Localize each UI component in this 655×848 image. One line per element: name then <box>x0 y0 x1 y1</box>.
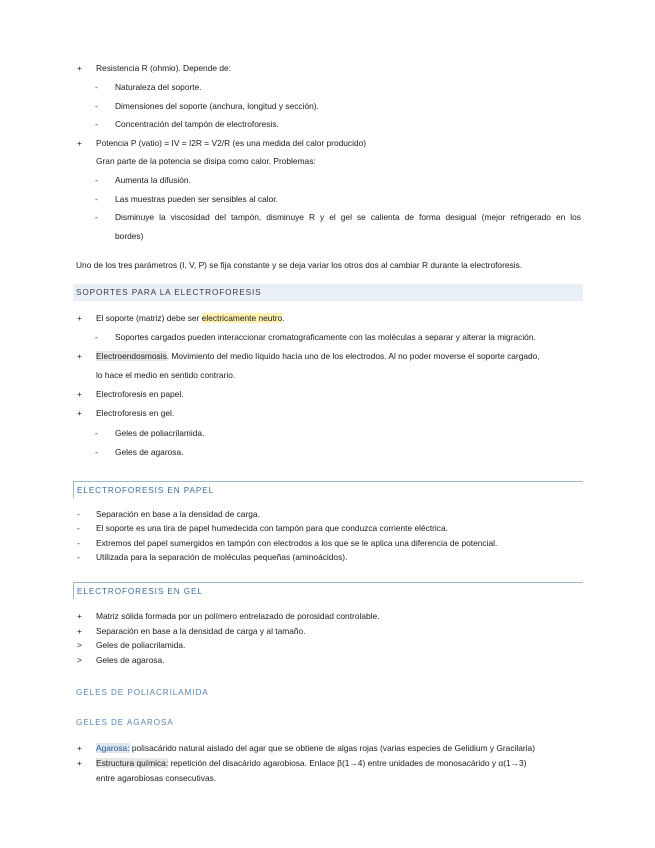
resistencia-item-3: Concentración del tampón de electroforesis. <box>115 119 279 129</box>
bullet-dash: - <box>95 428 98 438</box>
term-electroendosmosis: Electroendosmosis <box>96 351 167 361</box>
agarosa-item-1 <box>96 743 535 754</box>
bullet-dash: - <box>77 552 80 562</box>
bullet-dash: - <box>95 101 98 111</box>
bullet-dash: - <box>77 523 80 533</box>
potencia-text: Potencia P (vatio) = IV = I2R = V2/R (es una medida del calor producido) <box>96 138 367 148</box>
soportes-item-2 <box>96 351 540 362</box>
bullet-dash: - <box>77 509 80 519</box>
bullet-plus: + <box>77 743 82 753</box>
bullet-plus: + <box>77 408 82 418</box>
gel-arrow-item-2: Geles de agarosa. <box>96 655 165 665</box>
gel-arrow-item-1: Geles de poliacrilamida. <box>96 640 186 650</box>
agarosa-item-2 <box>96 758 527 769</box>
section-heading-gel: ELECTROFORESIS EN GEL <box>73 582 583 599</box>
section-heading-agarosa: GELES DE AGAROSA <box>76 718 174 727</box>
papel-item-1: Separación en base a la densidad de carga. <box>96 509 260 519</box>
bullet-dash: - <box>95 447 98 457</box>
gel-item-1: Matriz sólida formada por un polímero entrelazado de porosidad controlable. <box>96 611 380 621</box>
agarosa-item-2-rest: repetición del disacárido agarobiosa. Enlace β(1→4) entre unidades de monosacárido y α(1→3) <box>168 758 527 768</box>
bullet-dash: - <box>95 82 98 92</box>
bullet-arrow: > <box>77 640 82 650</box>
resistencia-text: Resistencia R (ohmio). Depende de: <box>96 63 231 73</box>
papel-item-4: Utilizada para la separación de moléculas pequeñas (aminoácidos). <box>96 552 348 562</box>
soportes-item-4: Electroforesis en gel. <box>96 408 175 418</box>
bullet-dash: - <box>77 538 80 548</box>
resistencia-item-2: Dimensiones del soporte (anchura, longitud y sección). <box>115 101 319 111</box>
bullet-plus: + <box>77 389 82 399</box>
potencia-subtext: Gran parte de la potencia se disipa como calor. Problemas: <box>96 156 316 166</box>
bullet-dash: - <box>95 175 98 185</box>
soportes-item-1-prefix: El soporte (matriz) debe ser <box>96 313 202 323</box>
bullet-plus: + <box>77 351 82 361</box>
bullet-plus: + <box>77 63 82 73</box>
section-heading-soportes: SOPORTES PARA LA ELECTROFORESIS <box>73 284 583 301</box>
bullet-plus: + <box>77 758 82 768</box>
term-estructura-quimica: Estructura química: <box>96 758 169 768</box>
agarosa-item-1-rest: polisacárido natural aislado del agar que se obtiene de algas rojas (varias especies de Gelidium y Gracilaria) <box>129 743 536 753</box>
bullet-plus: + <box>77 313 82 323</box>
bullet-dash: - <box>95 332 98 342</box>
soportes-item-3: Electroforesis en papel. <box>96 389 184 399</box>
bullet-dash: - <box>95 212 98 222</box>
term-agarosa: Agarosa: <box>96 743 130 753</box>
potencia-item-1: Aumenta la difusión. <box>115 175 191 185</box>
soportes-item-1-sub: Soportes cargados pueden interaccionar cromatograficamente con las moléculas a separar y alterar la migración. <box>115 332 536 342</box>
potencia-item-2: Las muestras pueden ser sensibles al calor. <box>115 194 278 204</box>
gel-item-agarosa: Geles de agarosa. <box>115 447 184 457</box>
bullet-plus: + <box>77 626 82 636</box>
gel-item-2: Separación en base a la densidad de carga y al tamaño. <box>96 626 306 636</box>
papel-item-2: El soporte es una tira de papel humedecida con tampón para que conduzca corriente eléctrica. <box>96 523 448 533</box>
parametros-note: Uno de los tres parámetros (I, V, P) se fija constante y se deja variar los otros dos al cambiar R durante la electroforesis. <box>76 260 523 270</box>
soportes-item-1-suffix: . <box>282 313 285 323</box>
highlight-electricamente-neutro: electricamente neutro <box>201 313 283 323</box>
section-heading-poliacrilamida: GELES DE POLIACRILAMIDA <box>76 688 209 697</box>
soportes-item-2-cont: lo hace el medio en sentido contrario. <box>96 370 236 380</box>
gel-item-poliacrilamida: Geles de poliacrilamida. <box>115 428 205 438</box>
resistencia-item-1: Naturaleza del soporte. <box>115 82 202 92</box>
bullet-dash: - <box>95 119 98 129</box>
bullet-plus: + <box>77 611 82 621</box>
bullet-dash: - <box>95 194 98 204</box>
soportes-item-2-rest: . Movimiento del medio líquido hacia uno de los electrodos. Al no poder moverse el soporte cargado, <box>166 351 540 361</box>
agarosa-item-2-cont: entre agarobiosas consecutivas. <box>96 773 217 783</box>
bullet-plus: + <box>77 138 82 148</box>
soportes-item-1 <box>96 313 285 324</box>
potencia-item-3: Disminuye la viscosidad del tampón, disminuye R y el gel se calienta de forma desigual (mejor refrigerado en los <box>115 212 581 222</box>
bullet-arrow: > <box>77 655 82 665</box>
potencia-item-3-cont: bordes) <box>115 231 144 241</box>
section-heading-papel: ELECTROFORESIS EN PAPEL <box>73 481 583 498</box>
papel-item-3: Extremos del papel sumergidos en tampón con electrodos a los que se le aplica una diferencia de potencial. <box>96 538 498 548</box>
